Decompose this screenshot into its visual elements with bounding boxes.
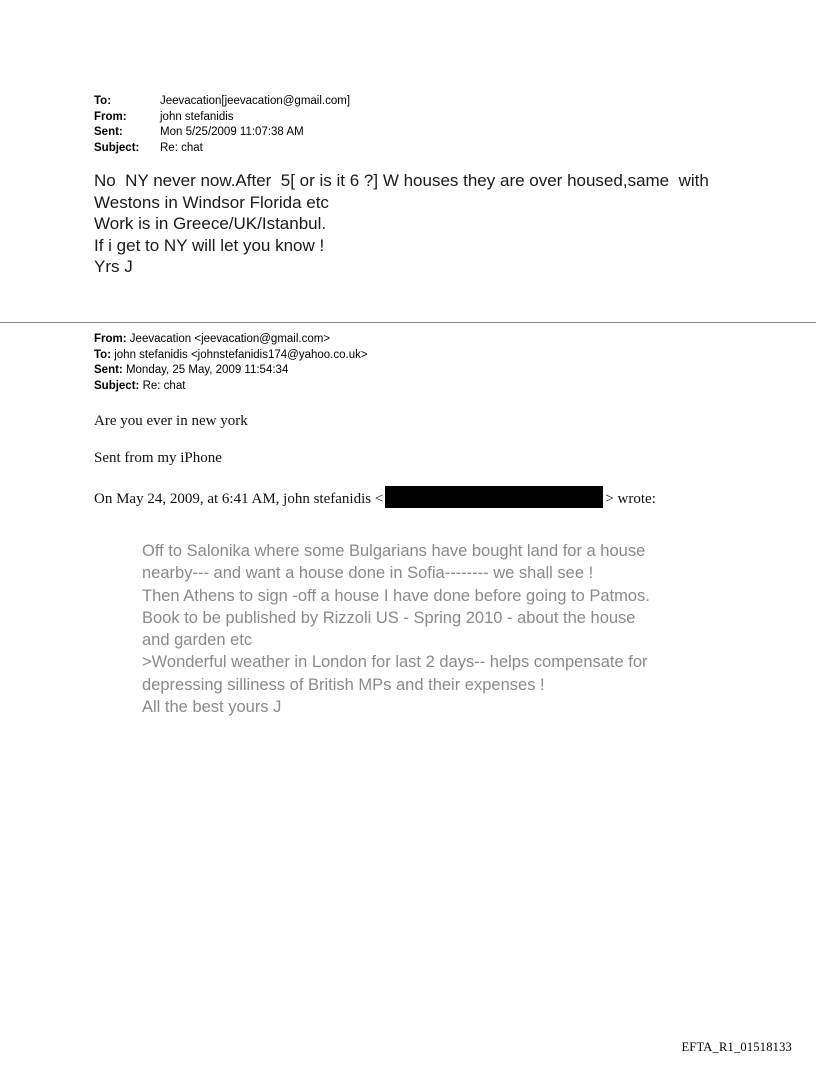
- header-value-sent: Mon 5/25/2009 11:07:38 AM: [160, 126, 304, 138]
- quoted-question-text: Are you ever in new york: [94, 413, 248, 429]
- quoted-label-to: To:: [94, 348, 112, 361]
- quoted-value-subject: Re: chat: [142, 379, 186, 392]
- quoted-header-row-from: [94, 332, 368, 348]
- header-row-sent: [94, 125, 350, 141]
- email-header-table: [94, 94, 350, 156]
- quoted-attribution-line: [94, 486, 656, 509]
- header-label-sent: Sent:: [94, 126, 123, 138]
- header-label-subject: Subject:: [94, 141, 140, 154]
- attribution-prefix: On May 24, 2009, at 6:41 AM, john stefanidis <: [94, 491, 384, 507]
- quoted-signature-text: Sent from my iPhone: [94, 450, 222, 466]
- attribution-suffix: > wrote:: [605, 491, 656, 507]
- quoted-header-row-sent: [94, 363, 368, 379]
- grey-quote-line: All the best yours J: [142, 698, 282, 717]
- header-row-subject: [94, 141, 350, 157]
- header-value-to: Jeevacation[jeevacation@gmail.com]: [160, 95, 351, 107]
- quoted-email-header: [94, 332, 368, 394]
- message-line: No NY never now.After 5[ or is it 6 ?] W houses they are over housed,same with Westons in Windsor Florida etc: [94, 171, 714, 212]
- section-divider: [0, 322, 816, 323]
- message-line: Yrs J: [94, 257, 133, 276]
- redaction-bar: [385, 486, 603, 508]
- bates-number: EFTA_R1_01518133: [681, 1040, 792, 1054]
- quoted-label-sent: Sent:: [94, 364, 123, 377]
- header-value-subject: Re: chat: [160, 141, 203, 154]
- grey-quoted-message: [142, 540, 662, 718]
- message-line: If i get to NY will let you know !: [94, 235, 325, 255]
- quoted-label-from: From:: [94, 333, 127, 345]
- grey-quote-line: >Wonderful weather in London for last 2 days-- helps compensate for depressing silliness of British MPs and their expenses !: [142, 653, 653, 694]
- header-row-from: [94, 110, 350, 126]
- quoted-value-sent: Monday, 25 May, 2009 11:54:34: [125, 364, 289, 377]
- grey-quote-line: Book to be published by Rizzoli US - Spring 2010 - about the house and garden etc: [142, 608, 641, 650]
- quoted-value-to: john stefanidis <johnstefanidis174@yahoo.co.uk>: [114, 348, 368, 361]
- header-label-to: To:: [94, 95, 112, 107]
- quoted-value-from: Jeevacation <jeevacation@gmail.com>: [129, 333, 331, 345]
- grey-quote-line: Then Athens to sign -off a house I have done before going to Patmos.: [142, 586, 650, 605]
- quoted-header-row-subject: [94, 379, 368, 395]
- header-value-from: john stefanidis: [160, 110, 234, 123]
- header-label-from: From:: [94, 110, 127, 123]
- grey-quote-line: Off to Salonika where some Bulgarians have bought land for a house nearby--- and want a house done in Sofia-------- we shall see !: [142, 542, 650, 583]
- quoted-label-subject: Subject:: [94, 379, 140, 392]
- message-line: Work is in Greece/UK/Istanbul.: [94, 214, 327, 233]
- quoted-header-row-to: [94, 348, 368, 364]
- message-body: [94, 170, 714, 278]
- header-row-to: [94, 94, 350, 110]
